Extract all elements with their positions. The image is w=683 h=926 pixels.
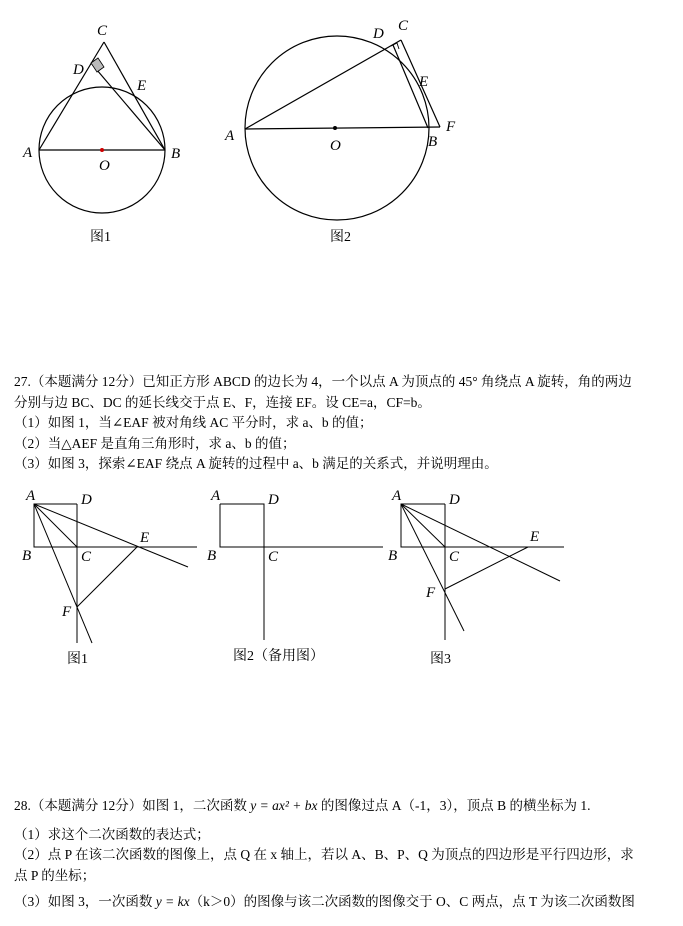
q28-part1: （1）求这个二次函数的表达式； (14, 826, 210, 842)
q27-fig3-caption: 图3 (430, 652, 451, 667)
q27-fig2-caption: 图2（备用图） (233, 649, 324, 664)
label-c: C (97, 23, 108, 39)
q28-line1 (14, 796, 674, 817)
q27-figure-3 (401, 504, 564, 640)
label-e: E (419, 74, 429, 90)
q28-part2-line2: 点 P 的坐标； (14, 867, 96, 883)
label-c: C (398, 18, 409, 34)
label-e: E (140, 530, 150, 546)
label-b: B (428, 134, 438, 150)
q27-figure-2 (220, 504, 383, 640)
question-28 (14, 796, 674, 913)
q28-text: 的图像过点 A（-1，3），顶点 B 的横坐标为 1. (317, 798, 591, 813)
top-figure-2 (245, 36, 440, 220)
label-b: B (22, 548, 32, 564)
label-d: D (373, 26, 384, 42)
q28-part3 (14, 892, 674, 913)
label-b: B (388, 548, 398, 564)
q27-part3: （3）如图 3，探索∠EAF 绕点 A 旋转的过程中 a、b 满足的关系式，并说明理由。 (14, 456, 498, 471)
q28-text: 28.（本题满分 12分）如图 1，二次函数 (14, 798, 251, 813)
q27-fig1-caption: 图1 (67, 652, 88, 667)
label-b: B (207, 548, 217, 564)
formula-linear: y = kx (155, 894, 190, 909)
label-c: C (449, 549, 460, 565)
label-e: E (530, 529, 540, 545)
formula-quadratic: y = ax² + bx (250, 798, 318, 813)
label-a: A (392, 488, 402, 504)
question-27 (14, 372, 674, 475)
q27-part2: （2）当△AEF 是直角三角形时，求 a、b 的值； (14, 435, 296, 451)
q27-line1: 27.（本题满分 12分）已知正方形 ABCD 的边长为 4，一个以点 A 为顶点的 45° 角绕点 A 旋转，角的两边 (14, 374, 632, 389)
label-d: D (268, 492, 279, 508)
label-b: B (171, 146, 181, 162)
label-c: C (81, 549, 92, 565)
label-d: D (73, 62, 84, 78)
top-figure-1 (39, 42, 165, 213)
label-d: D (449, 492, 460, 508)
label-a: A (26, 488, 36, 504)
label-f: F (446, 119, 456, 135)
q27-part1: （1）如图 1，当∠EAF 被对角线 AC 平分时，求 a、b 的值； (14, 415, 373, 430)
segment-bc (104, 42, 165, 150)
label-f: F (62, 604, 72, 620)
label-a: A (23, 145, 33, 161)
label-c: C (268, 549, 279, 565)
label-o: O (99, 158, 110, 174)
q28-part2-line1: （2）点 P 在该二次函数的图像上，点 Q 在 x 轴上，若以 A、B、P、Q 为顶点的四边形是平行四边形，求 (14, 847, 634, 862)
fig1-caption: 图1 (90, 230, 111, 245)
label-a: A (211, 488, 221, 504)
label-a: A (225, 128, 235, 144)
q27-line2: 分别与边 BC、DC 的延长线交于点 E、F，连接 EF。设 CE=a，CF=b。 (14, 394, 431, 410)
fig2-caption: 图2 (330, 230, 351, 245)
segment-ac (39, 42, 104, 150)
label-o: O (330, 138, 341, 154)
segment-bd (91, 63, 165, 150)
q28-text: （k＞0）的图像与该二次函数的图像交于 O、C 两点，点 T 为该二次函数图 (189, 894, 635, 909)
label-f: F (426, 585, 436, 601)
q28-text: （3）如图 3，一次函数 (14, 894, 156, 909)
label-e: E (137, 78, 147, 94)
label-d: D (81, 492, 92, 508)
q27-figure-1 (34, 504, 197, 643)
